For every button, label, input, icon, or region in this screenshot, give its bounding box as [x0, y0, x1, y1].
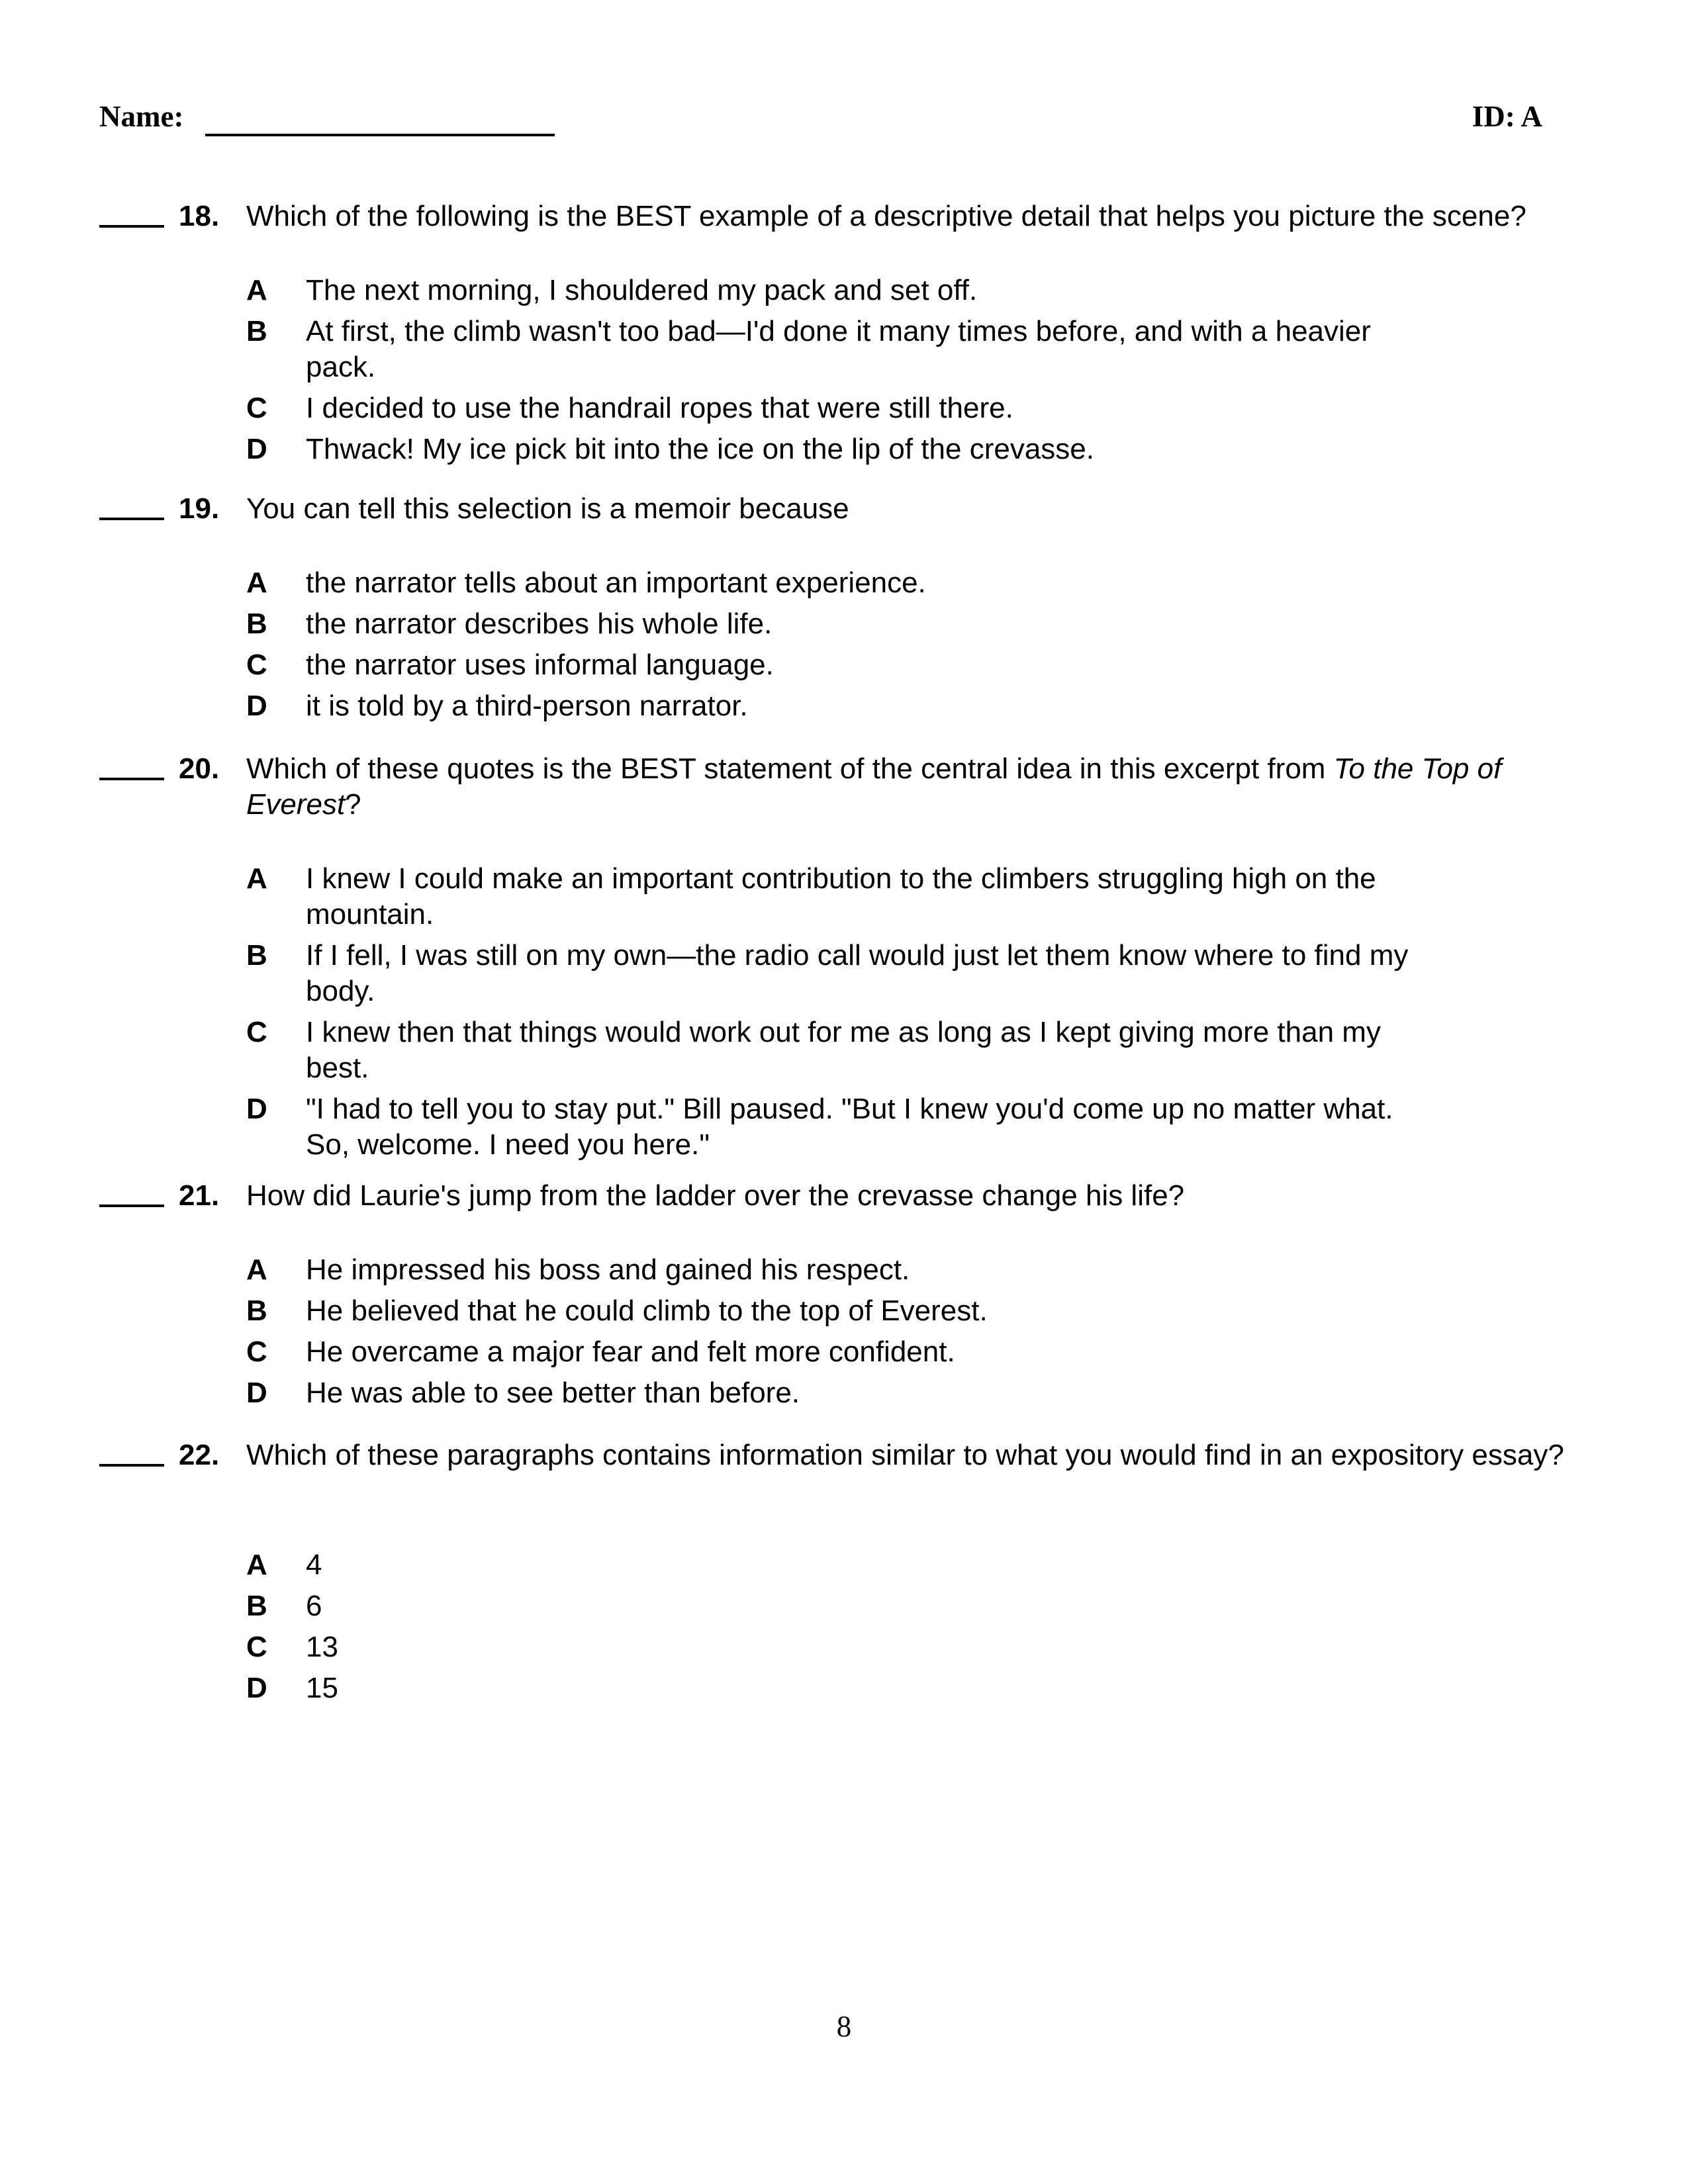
choice-letter: D: [246, 1377, 267, 1409]
choice-text: He impressed his boss and gained his respect.: [306, 1253, 910, 1286]
choice-text: "I had to tell you to stay put." Bill paused. "But I knew you'd come up no matter what. So, welcome. I need you here.": [306, 1093, 1393, 1161]
answer-choices: [246, 565, 1438, 729]
choice-text: If I fell, I was still on my own—the radio call would just let them know where to find my body.: [306, 939, 1409, 1007]
choice-letter: A: [246, 862, 267, 895]
question-stem-text: Which of these quotes is the BEST statement of the central idea in this excerpt from: [246, 752, 1334, 785]
choice-text: He overcame a major fear and felt more confident.: [306, 1336, 955, 1368]
choice-letter: C: [246, 1016, 267, 1048]
choice-text: the narrator describes his whole life.: [306, 608, 773, 640]
choice-b: [246, 1293, 1438, 1329]
choice-text: the narrator uses informal language.: [306, 649, 774, 681]
choice-letter: C: [246, 392, 267, 424]
answer-blank[interactable]: [99, 1464, 164, 1467]
choice-text: it is told by a third-person narrator.: [306, 690, 748, 722]
choice-a: [246, 1252, 1438, 1288]
choice-d: [246, 432, 1438, 467]
choice-letter: C: [246, 1631, 267, 1663]
choice-letter: C: [246, 1336, 267, 1368]
question-number: 20.: [179, 752, 220, 785]
page-number: 8: [836, 2010, 852, 2043]
choice-text: I decided to use the handrail ropes that were still there.: [306, 392, 1013, 424]
answer-blank[interactable]: [99, 225, 164, 228]
choice-text: 4: [306, 1549, 322, 1581]
question-stem: You can tell this selection is a memoir because: [246, 492, 849, 525]
answer-choices: [246, 861, 1438, 1168]
choice-text: At first, the climb wasn't too bad—I'd done it many times before, and with a heavier pack.: [306, 315, 1371, 383]
choice-letter: A: [246, 274, 267, 306]
choice-text: 6: [306, 1590, 322, 1622]
choice-letter: C: [246, 649, 267, 681]
choice-letter: D: [246, 433, 267, 465]
answer-choices: [246, 1547, 1438, 1711]
choice-text: He was able to see better than before.: [306, 1377, 800, 1409]
choice-b: [246, 1588, 1438, 1624]
choice-b: [246, 314, 1438, 385]
choice-letter: B: [246, 315, 267, 347]
answer-blank[interactable]: [99, 518, 164, 520]
book-title: To the Top of Everest: [246, 752, 1502, 821]
choice-a: [246, 861, 1438, 933]
choice-c: [246, 647, 1438, 683]
choice-a: [246, 273, 1438, 308]
choice-letter: D: [246, 690, 267, 722]
choice-b: [246, 938, 1438, 1009]
answer-blank[interactable]: [99, 1205, 164, 1207]
answer-choices: [246, 1252, 1438, 1416]
choice-c: [246, 390, 1438, 426]
choice-letter: B: [246, 939, 267, 972]
page-header: [99, 99, 1542, 146]
name-label: Name:: [99, 100, 184, 133]
choice-c: [246, 1334, 1438, 1370]
id-label: ID: A: [1472, 100, 1542, 133]
answer-choices: [246, 273, 1438, 473]
choice-text: 13: [306, 1631, 338, 1663]
choice-text: I knew then that things would work out for me as long as I kept giving more than my best.: [306, 1016, 1381, 1084]
question-number: 19.: [179, 492, 220, 525]
choice-letter: B: [246, 608, 267, 640]
question-number: 22.: [179, 1439, 220, 1471]
choice-text: 15: [306, 1672, 338, 1704]
question-stem-end: ?: [345, 788, 361, 821]
choice-c: [246, 1015, 1438, 1086]
question-stem: How did Laurie's jump from the ladder over the crevasse change his life?: [246, 1179, 1185, 1212]
choice-text: I knew I could make an important contribution to the climbers struggling high on the mountain.: [306, 862, 1376, 931]
name-field[interactable]: [205, 134, 555, 136]
question-number: 18.: [179, 200, 220, 232]
question-stem: Which of the following is the BEST example of a descriptive detail that helps you picture the scene?: [246, 200, 1526, 232]
choice-d: [246, 1375, 1438, 1411]
choice-letter: D: [246, 1093, 267, 1125]
answer-blank[interactable]: [99, 778, 164, 780]
choice-letter: B: [246, 1295, 267, 1327]
question-number: 21.: [179, 1179, 220, 1212]
choice-letter: A: [246, 1253, 267, 1286]
choice-b: [246, 606, 1438, 642]
choice-c: [246, 1629, 1438, 1665]
choice-d: [246, 1091, 1438, 1163]
choice-text: He believed that he could climb to the top of Everest.: [306, 1295, 988, 1327]
choice-letter: D: [246, 1672, 267, 1704]
choice-d: [246, 1670, 1438, 1706]
choice-text: the narrator tells about an important experience.: [306, 567, 926, 599]
question-stem: [246, 751, 1577, 823]
choice-letter: A: [246, 567, 267, 599]
choice-a: [246, 565, 1438, 601]
choice-text: Thwack! My ice pick bit into the ice on the lip of the crevasse.: [306, 433, 1094, 465]
choice-d: [246, 688, 1438, 724]
choice-letter: A: [246, 1549, 267, 1581]
choice-text: The next morning, I shouldered my pack and set off.: [306, 274, 978, 306]
question-stem: Which of these paragraphs contains information similar to what you would find in an expository essay?: [246, 1439, 1564, 1471]
choice-a: [246, 1547, 1438, 1583]
choice-letter: B: [246, 1590, 267, 1622]
